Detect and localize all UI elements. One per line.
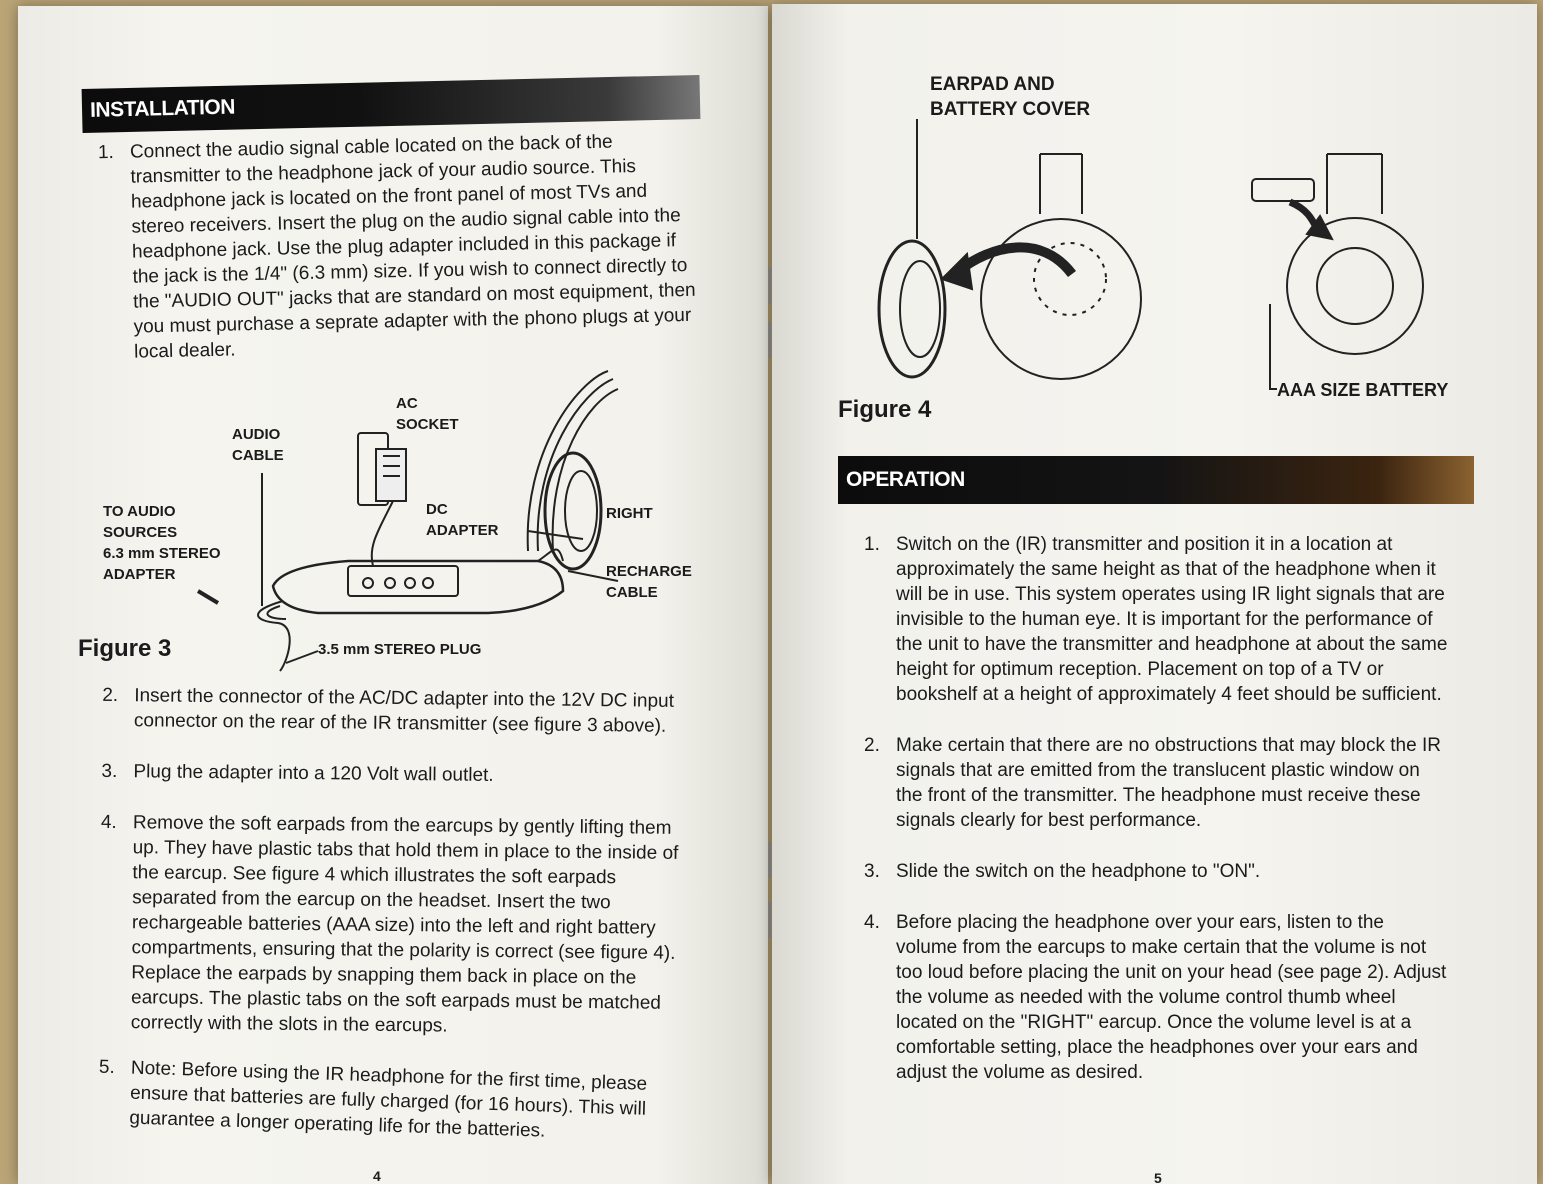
figure-4-diagram xyxy=(772,4,1537,444)
label-aaa-battery: AAA SIZE BATTERY xyxy=(1277,380,1449,400)
page-number: 5 xyxy=(1154,1170,1162,1184)
staple xyxy=(768,322,771,358)
staple xyxy=(768,902,771,938)
label-dc-adapter: DC ADAPTER xyxy=(426,501,499,539)
step-number: 2. xyxy=(102,684,119,707)
step-number: 1. xyxy=(864,534,880,555)
installation-step-1-list xyxy=(98,128,703,366)
staple xyxy=(768,268,771,304)
label-audio-cable: AUDIO CABLE xyxy=(232,426,284,464)
figure-3-caption: Figure 3 xyxy=(78,635,172,662)
installation-step xyxy=(97,1055,699,1149)
operation-step xyxy=(864,859,1449,884)
step-number: 5. xyxy=(98,1056,116,1079)
figure-4-caption: Figure 4 xyxy=(838,396,932,423)
operation-steps-list xyxy=(864,532,1449,1085)
step-text: Plug the adapter into a 120 Volt wall outlet. xyxy=(133,761,494,786)
right-page xyxy=(772,4,1537,1184)
label-recharge-cable: RECHARGE CABLE xyxy=(606,563,692,601)
left-page xyxy=(18,6,768,1184)
installation-steps-list xyxy=(98,683,703,1142)
step-text: Note: Before using the IR headphone for the first time, please ensure that batteries are fully charged (for 16 hours). This will guarantee a longer operating life for the batteries. xyxy=(129,1057,648,1142)
step-text: Before placing the headphone over your ears, listen to the volume from the earcups to make certain that the volume is not too loud before placing the unit on your head (see page 2). Adjust the volume as needed with the volume control thumb wheel located on the "RIGHT" earcup. Once the volume level is at a comfortable setting, place the headphones over your ears and adjust the volume as desired. xyxy=(896,912,1447,1083)
page-number: 4 xyxy=(373,1168,381,1184)
step-number: 3. xyxy=(864,861,880,882)
step-number: 4. xyxy=(100,811,117,834)
operation-header: OPERATION xyxy=(838,456,1474,504)
installation-step xyxy=(101,759,701,790)
step-text: Make certain that there are no obstructions that may block the IR signals that are emitted from the translucent plastic window on the front of the transmitter. The headphone must receive these signals clearly for best performance. xyxy=(896,735,1441,831)
staple xyxy=(768,842,771,878)
step-text: Remove the soft earpads from the earcups by gently lifting them up. They have plastic tabs that hold them in place to the inside of the earcup. See figure 4 which illustrates the soft earpads separated from the earcup on the headset. Insert the two rechargeable batteries (AAA size) into the left and right battery compartments, ensuring that the polarity is correct (see figure 4). Replace the earpads by snapping them back in place on the earcups. The plastic tabs on the soft earpads must be matched correctly with the slots in the earcups. xyxy=(130,812,679,1037)
step-text: Slide the switch on the headphone to "ON". xyxy=(896,861,1261,882)
label-ac-socket: AC SOCKET xyxy=(396,395,459,433)
installation-step xyxy=(98,128,703,366)
operation-step xyxy=(864,532,1449,707)
figure-3-diagram xyxy=(18,361,738,681)
earcup-battery-illustration xyxy=(772,4,1537,444)
installation-step xyxy=(99,810,701,1041)
step-number: 3. xyxy=(101,760,118,783)
step-number: 1. xyxy=(97,141,115,164)
installation-step xyxy=(102,683,702,739)
step-text: Switch on the (IR) transmitter and position it in a location at approximately the same height as that of the headphone when it will be in use. This system operates using IR light signals that are invisible to the human eye. It is important for the performance of the unit to have the transmitter and headphone at about the same height for optimum reception. Placement on top of a TV or bookshelf at a height of approximately 4 feet should be sufficient. xyxy=(896,534,1448,705)
installation-header: INSTALLATION xyxy=(82,75,701,133)
label-stereo-plug: 3.5 mm STEREO PLUG xyxy=(318,641,482,658)
operation-step xyxy=(864,910,1449,1085)
label-earpad-battery-cover: EARPAD AND BATTERY COVER xyxy=(930,74,1091,120)
step-number: 4. xyxy=(864,912,880,933)
step-text: Insert the connector of the AC/DC adapter into the 12V DC input connector on the rear of the IR transmitter (see figure 3 above). xyxy=(133,685,675,737)
label-to-audio-sources: TO AUDIO SOURCES 6.3 mm STEREO ADAPTER xyxy=(103,503,221,583)
operation-step xyxy=(864,733,1449,833)
step-text: Connect the audio signal cable located on the back of the transmitter to the headphone jack of your audio source. This headphone jack is located on the front panel of most TVs and stereo receivers. Insert the plug on the audio signal cable into the headphone jack. Use the plug adapter included in this package if the jack is the 1/4" (6.3 mm) size. If you wish to connect directly to the "AUDIO OUT" jacks that are standard on most equipment, then you must purchase a seprate adapter with the phono plugs at your local dealer. xyxy=(129,131,696,363)
step-number: 2. xyxy=(864,735,880,756)
label-right: RIGHT xyxy=(606,505,653,522)
